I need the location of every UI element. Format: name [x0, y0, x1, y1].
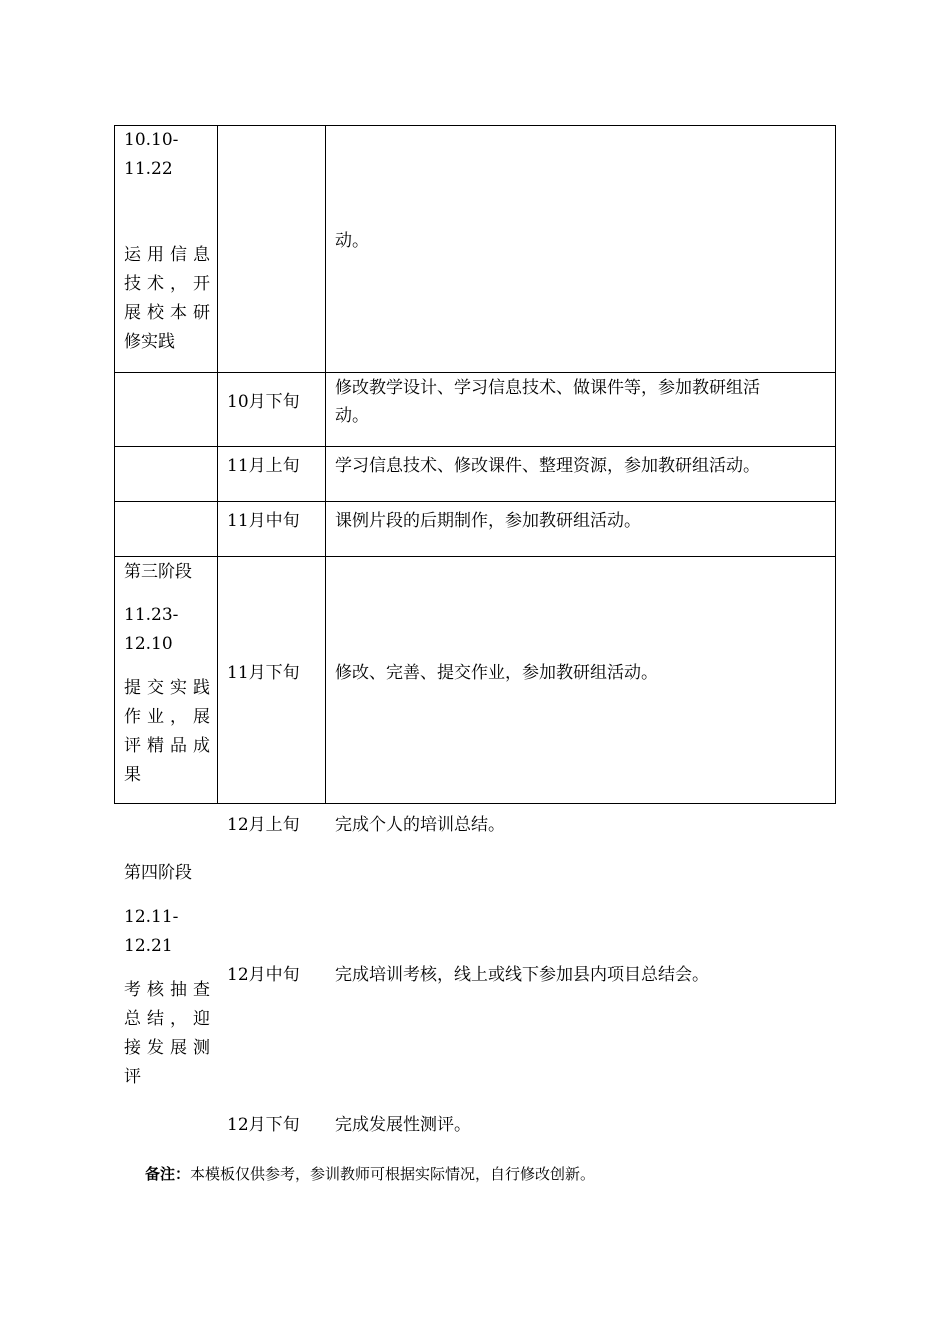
stage-cell	[124, 126, 210, 184]
task-cell: 学习信息技术、修改课件、整理资源，参加教研组活动。	[335, 456, 760, 476]
task-cell: 动。	[335, 231, 369, 251]
period-cell: 12月上旬	[227, 815, 300, 835]
task-cell: 课例片段的后期制作，参加教研组活动。	[335, 511, 641, 531]
stage-title: 第三阶段	[124, 562, 192, 582]
table-line	[114, 125, 115, 804]
task-cell: 完成个人的培训总结。	[335, 815, 505, 835]
task-cell: 完成培训考核，线上或线下参加县内项目总结会。	[335, 965, 709, 985]
table-line	[114, 125, 836, 126]
period-cell: 11月上旬	[227, 456, 300, 476]
stage-title: 第四阶段	[124, 863, 192, 883]
stage-description: 考核抽查 总结，迎 接发展测 评	[124, 980, 210, 1087]
table-line	[835, 125, 836, 804]
period-cell: 12月下旬	[227, 1115, 300, 1135]
task-cell: 修改、完善、提交作业，参加教研组活动。	[335, 663, 658, 683]
stage-description: 运用信息 技术，开 展校本研 修实践	[124, 245, 210, 352]
period-cell: 10月下旬	[227, 392, 300, 412]
footnote-label: 备注：	[145, 1165, 191, 1183]
table-line	[114, 372, 836, 373]
period-cell: 11月中旬	[227, 511, 300, 531]
period-cell: 12月中旬	[227, 965, 300, 985]
task-cell: 修改教学设计、学习信息技术、做课件等，参加教研组活 动。	[335, 378, 760, 426]
table-line	[325, 125, 326, 804]
footnote-text: 本模板仅供参考，参训教师可根据实际情况，自行修改创新。	[190, 1165, 596, 1183]
period-cell: 11月下旬	[227, 663, 300, 683]
table-line	[114, 446, 836, 447]
table-line	[114, 556, 836, 557]
stage-description: 提交实践 作业，展 评精品成 果	[124, 678, 210, 785]
footnote	[145, 1163, 595, 1185]
stage-date: 11.22	[124, 159, 173, 179]
stage-date: 11.23- 12.10	[124, 605, 179, 654]
table-line	[114, 803, 836, 804]
stage-date: 10.10-	[124, 130, 179, 150]
table-line	[114, 501, 836, 502]
stage-date: 12.11- 12.21	[124, 907, 179, 956]
table-line	[217, 125, 218, 804]
task-cell: 完成发展性测评。	[335, 1115, 471, 1135]
